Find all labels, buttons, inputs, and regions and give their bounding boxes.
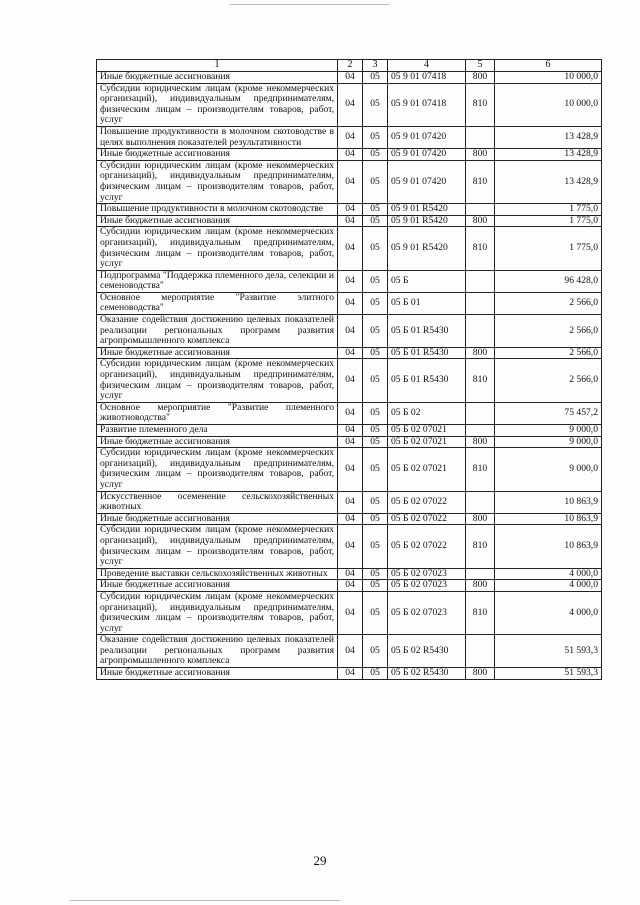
col-header-name: 1 — [97, 60, 338, 72]
row-expense-type-cell: 800 — [466, 149, 495, 161]
row-amount-cell: 10 000,0 — [495, 72, 602, 84]
row-subsection-cell: 05 — [363, 591, 388, 634]
row-expense-type-cell: 800 — [466, 72, 495, 84]
row-target-article-cell: 05 Б 01 R5430 — [388, 359, 466, 402]
table-row — [97, 227, 602, 270]
row-section-cell: 04 — [338, 668, 363, 680]
table-row — [97, 580, 602, 592]
row-subsection-cell: 05 — [363, 270, 388, 292]
top-edge-rule — [230, 4, 390, 5]
table-row — [97, 126, 602, 148]
row-target-article-cell: 05 9 01 07418 — [388, 72, 466, 84]
table-row — [97, 292, 602, 314]
table-row — [97, 347, 602, 359]
table-row — [97, 635, 602, 668]
row-section-cell: 04 — [338, 568, 363, 580]
row-section-cell: 04 — [338, 126, 363, 148]
row-name-cell: Подпрограмма "Поддержка племенного дела, селекции и семеноводства" — [97, 270, 338, 292]
row-section-cell: 04 — [338, 347, 363, 359]
row-subsection-cell: 05 — [363, 525, 388, 568]
row-section-cell: 04 — [338, 436, 363, 448]
row-name-cell: Субсидии юридическим лицам (кроме некоммерческих организаций), индивидуальным предпринимателям, физическим лицам – производителям товаров, работ, услуг — [97, 525, 338, 568]
row-target-article-cell: 05 9 01 07418 — [388, 83, 466, 126]
row-expense-type-cell: 810 — [466, 525, 495, 568]
row-name-cell: Иные бюджетные ассигнования — [97, 347, 338, 359]
row-subsection-cell: 05 — [363, 402, 388, 424]
budget-table — [96, 59, 602, 680]
row-name-cell: Основное мероприятие "Развитие племенного животноводства" — [97, 402, 338, 424]
row-section-cell: 04 — [338, 525, 363, 568]
row-target-article-cell: 05 9 01 R5420 — [388, 204, 466, 216]
row-target-article-cell: 05 Б 02 07023 — [388, 591, 466, 634]
row-amount-cell: 13 428,9 — [495, 149, 602, 161]
row-section-cell: 04 — [338, 149, 363, 161]
row-subsection-cell: 05 — [363, 292, 388, 314]
table-row — [97, 568, 602, 580]
row-name-cell: Иные бюджетные ассигнования — [97, 668, 338, 680]
row-expense-type-cell: 810 — [466, 359, 495, 402]
row-expense-type-cell: 800 — [466, 436, 495, 448]
row-target-article-cell: 05 Б 02 07021 — [388, 448, 466, 491]
row-name-cell: Иные бюджетные ассигнования — [97, 72, 338, 84]
row-expense-type-cell — [466, 126, 495, 148]
row-section-cell: 04 — [338, 292, 363, 314]
row-name-cell: Субсидии юридическим лицам (кроме некоммерческих организаций), индивидуальным предпринимателям, физическим лицам – производителям товаров, работ, услуг — [97, 83, 338, 126]
row-name-cell: Иные бюджетные ассигнования — [97, 215, 338, 227]
row-amount-cell: 2 566,0 — [495, 347, 602, 359]
table-row — [97, 425, 602, 437]
table-row — [97, 525, 602, 568]
row-expense-type-cell: 800 — [466, 668, 495, 680]
row-name-cell: Субсидии юридическим лицам (кроме некоммерческих организаций), индивидуальным предпринимателям, физическим лицам – производителям товаров, работ, услуг — [97, 359, 338, 402]
row-expense-type-cell — [466, 568, 495, 580]
row-subsection-cell: 05 — [363, 425, 388, 437]
table-row — [97, 668, 602, 680]
row-target-article-cell: 05 Б 02 R5430 — [388, 635, 466, 668]
row-expense-type-cell: 810 — [466, 160, 495, 203]
row-section-cell: 04 — [338, 425, 363, 437]
row-section-cell: 04 — [338, 72, 363, 84]
row-name-cell: Иные бюджетные ассигнования — [97, 436, 338, 448]
row-section-cell: 04 — [338, 83, 363, 126]
row-expense-type-cell: 800 — [466, 580, 495, 592]
row-subsection-cell: 05 — [363, 448, 388, 491]
row-expense-type-cell — [466, 425, 495, 437]
row-subsection-cell: 05 — [363, 83, 388, 126]
row-name-cell: Искусственное осеменение сельскохозяйственных животных — [97, 491, 338, 513]
row-subsection-cell: 05 — [363, 315, 388, 348]
row-subsection-cell: 05 — [363, 491, 388, 513]
table-row — [97, 204, 602, 216]
row-name-cell: Субсидии юридическим лицам (кроме некоммерческих организаций), индивидуальным предпринимателям, физическим лицам – производителям товаров, работ, услуг — [97, 160, 338, 203]
row-target-article-cell: 05 9 01 R5420 — [388, 227, 466, 270]
row-amount-cell: 1 775,0 — [495, 204, 602, 216]
row-amount-cell: 1 775,0 — [495, 227, 602, 270]
row-subsection-cell: 05 — [363, 635, 388, 668]
row-target-article-cell: 05 Б 02 R5430 — [388, 668, 466, 680]
row-expense-type-cell: 800 — [466, 347, 495, 359]
row-target-article-cell: 05 Б 02 07022 — [388, 525, 466, 568]
bottom-edge-rule — [70, 900, 340, 901]
row-section-cell: 04 — [338, 204, 363, 216]
row-amount-cell: 10 863,9 — [495, 513, 602, 525]
row-section-cell: 04 — [338, 160, 363, 203]
table-row — [97, 591, 602, 634]
table-row — [97, 270, 602, 292]
table-row — [97, 359, 602, 402]
row-section-cell: 04 — [338, 359, 363, 402]
row-name-cell: Развитие племенного дела — [97, 425, 338, 437]
col-header-expense-type: 5 — [466, 60, 495, 72]
row-amount-cell: 10 000,0 — [495, 83, 602, 126]
row-name-cell: Субсидии юридическим лицам (кроме некоммерческих организаций), индивидуальным предпринимателям, физическим лицам – производителям товаров, работ, услуг — [97, 591, 338, 634]
row-expense-type-cell — [466, 491, 495, 513]
row-subsection-cell: 05 — [363, 149, 388, 161]
row-target-article-cell: 05 Б 01 R5430 — [388, 347, 466, 359]
row-section-cell: 04 — [338, 513, 363, 525]
row-amount-cell: 2 566,0 — [495, 315, 602, 348]
row-expense-type-cell — [466, 402, 495, 424]
row-target-article-cell: 05 Б 02 07021 — [388, 425, 466, 437]
row-target-article-cell: 05 Б 02 — [388, 402, 466, 424]
row-target-article-cell: 05 Б 02 07022 — [388, 491, 466, 513]
row-section-cell: 04 — [338, 315, 363, 348]
row-subsection-cell: 05 — [363, 204, 388, 216]
table-row — [97, 149, 602, 161]
table-row — [97, 402, 602, 424]
row-amount-cell: 2 566,0 — [495, 292, 602, 314]
row-subsection-cell: 05 — [363, 160, 388, 203]
row-amount-cell: 13 428,9 — [495, 126, 602, 148]
page-number: 29 — [313, 853, 327, 868]
row-section-cell: 04 — [338, 491, 363, 513]
row-amount-cell: 1 775,0 — [495, 215, 602, 227]
budget-table-body — [97, 60, 602, 680]
row-name-cell: Иные бюджетные ассигнования — [97, 580, 338, 592]
row-expense-type-cell: 810 — [466, 227, 495, 270]
row-expense-type-cell — [466, 204, 495, 216]
row-name-cell: Повышение продуктивности в молочном скотоводстве в целях выполнения показателей результативности — [97, 126, 338, 148]
row-name-cell: Субсидии юридическим лицам (кроме некоммерческих организаций), индивидуальным предпринимателям, физическим лицам – производителям товаров, работ, услуг — [97, 448, 338, 491]
row-expense-type-cell — [466, 315, 495, 348]
row-amount-cell: 96 428,0 — [495, 270, 602, 292]
row-subsection-cell: 05 — [363, 215, 388, 227]
row-section-cell: 04 — [338, 402, 363, 424]
row-amount-cell: 51 593,3 — [495, 668, 602, 680]
row-section-cell: 04 — [338, 580, 363, 592]
row-subsection-cell: 05 — [363, 513, 388, 525]
row-subsection-cell: 05 — [363, 580, 388, 592]
header-row — [97, 60, 602, 72]
row-target-article-cell: 05 Б 02 07023 — [388, 568, 466, 580]
row-name-cell: Оказание содействия достижению целевых показателей реализации региональных программ развития агропромышленного комплекса — [97, 635, 338, 668]
row-section-cell: 04 — [338, 591, 363, 634]
table-row — [97, 448, 602, 491]
row-amount-cell: 10 863,9 — [495, 491, 602, 513]
table-row — [97, 160, 602, 203]
col-header-subsection: 3 — [363, 60, 388, 72]
table-row — [97, 215, 602, 227]
table-row — [97, 436, 602, 448]
row-section-cell: 04 — [338, 215, 363, 227]
row-name-cell: Иные бюджетные ассигнования — [97, 149, 338, 161]
row-amount-cell: 2 566,0 — [495, 359, 602, 402]
row-subsection-cell: 05 — [363, 359, 388, 402]
row-target-article-cell: 05 9 01 07420 — [388, 126, 466, 148]
row-amount-cell: 13 428,9 — [495, 160, 602, 203]
row-subsection-cell: 05 — [363, 436, 388, 448]
table-row — [97, 491, 602, 513]
row-amount-cell: 9 000,0 — [495, 436, 602, 448]
row-amount-cell: 10 863,9 — [495, 525, 602, 568]
row-target-article-cell: 05 Б 02 07021 — [388, 436, 466, 448]
col-header-section: 2 — [338, 60, 363, 72]
row-expense-type-cell: 800 — [466, 513, 495, 525]
row-target-article-cell: 05 9 01 R5420 — [388, 215, 466, 227]
row-amount-cell: 75 457,2 — [495, 402, 602, 424]
row-section-cell: 04 — [338, 448, 363, 491]
row-name-cell: Основное мероприятие "Развитие элитного семеноводства" — [97, 292, 338, 314]
row-subsection-cell: 05 — [363, 126, 388, 148]
row-subsection-cell: 05 — [363, 227, 388, 270]
row-expense-type-cell: 810 — [466, 591, 495, 634]
row-amount-cell: 4 000,0 — [495, 580, 602, 592]
row-name-cell: Оказание содействия достижению целевых показателей реализации региональных программ развития агропромышленного комплекса — [97, 315, 338, 348]
row-amount-cell: 51 593,3 — [495, 635, 602, 668]
row-target-article-cell: 05 Б 01 — [388, 292, 466, 314]
row-name-cell: Субсидии юридическим лицам (кроме некоммерческих организаций), индивидуальным предпринимателям, физическим лицам – производителям товаров, работ, услуг — [97, 227, 338, 270]
row-amount-cell: 9 000,0 — [495, 448, 602, 491]
row-target-article-cell: 05 9 01 07420 — [388, 160, 466, 203]
row-amount-cell: 9 000,0 — [495, 425, 602, 437]
col-header-target-article: 4 — [388, 60, 466, 72]
row-subsection-cell: 05 — [363, 668, 388, 680]
row-section-cell: 04 — [338, 270, 363, 292]
row-name-cell: Проведение выставки сельскохозяйственных животных — [97, 568, 338, 580]
row-target-article-cell: 05 Б 02 07023 — [388, 580, 466, 592]
row-subsection-cell: 05 — [363, 72, 388, 84]
row-amount-cell: 4 000,0 — [495, 591, 602, 634]
row-section-cell: 04 — [338, 635, 363, 668]
col-header-amount: 6 — [495, 60, 602, 72]
table-row — [97, 513, 602, 525]
row-expense-type-cell: 810 — [466, 448, 495, 491]
row-expense-type-cell — [466, 270, 495, 292]
row-expense-type-cell: 800 — [466, 215, 495, 227]
row-section-cell: 04 — [338, 227, 363, 270]
row-expense-type-cell: 810 — [466, 83, 495, 126]
row-amount-cell: 4 000,0 — [495, 568, 602, 580]
row-expense-type-cell — [466, 635, 495, 668]
table-row — [97, 72, 602, 84]
row-subsection-cell: 05 — [363, 347, 388, 359]
row-target-article-cell: 05 9 01 07420 — [388, 149, 466, 161]
row-target-article-cell: 05 Б — [388, 270, 466, 292]
table-row — [97, 315, 602, 348]
row-subsection-cell: 05 — [363, 568, 388, 580]
row-target-article-cell: 05 Б 01 R5430 — [388, 315, 466, 348]
row-target-article-cell: 05 Б 02 07022 — [388, 513, 466, 525]
row-expense-type-cell — [466, 292, 495, 314]
table-row — [97, 83, 602, 126]
row-name-cell: Повышение продуктивности в молочном скотоводстве — [97, 204, 338, 216]
row-name-cell: Иные бюджетные ассигнования — [97, 513, 338, 525]
